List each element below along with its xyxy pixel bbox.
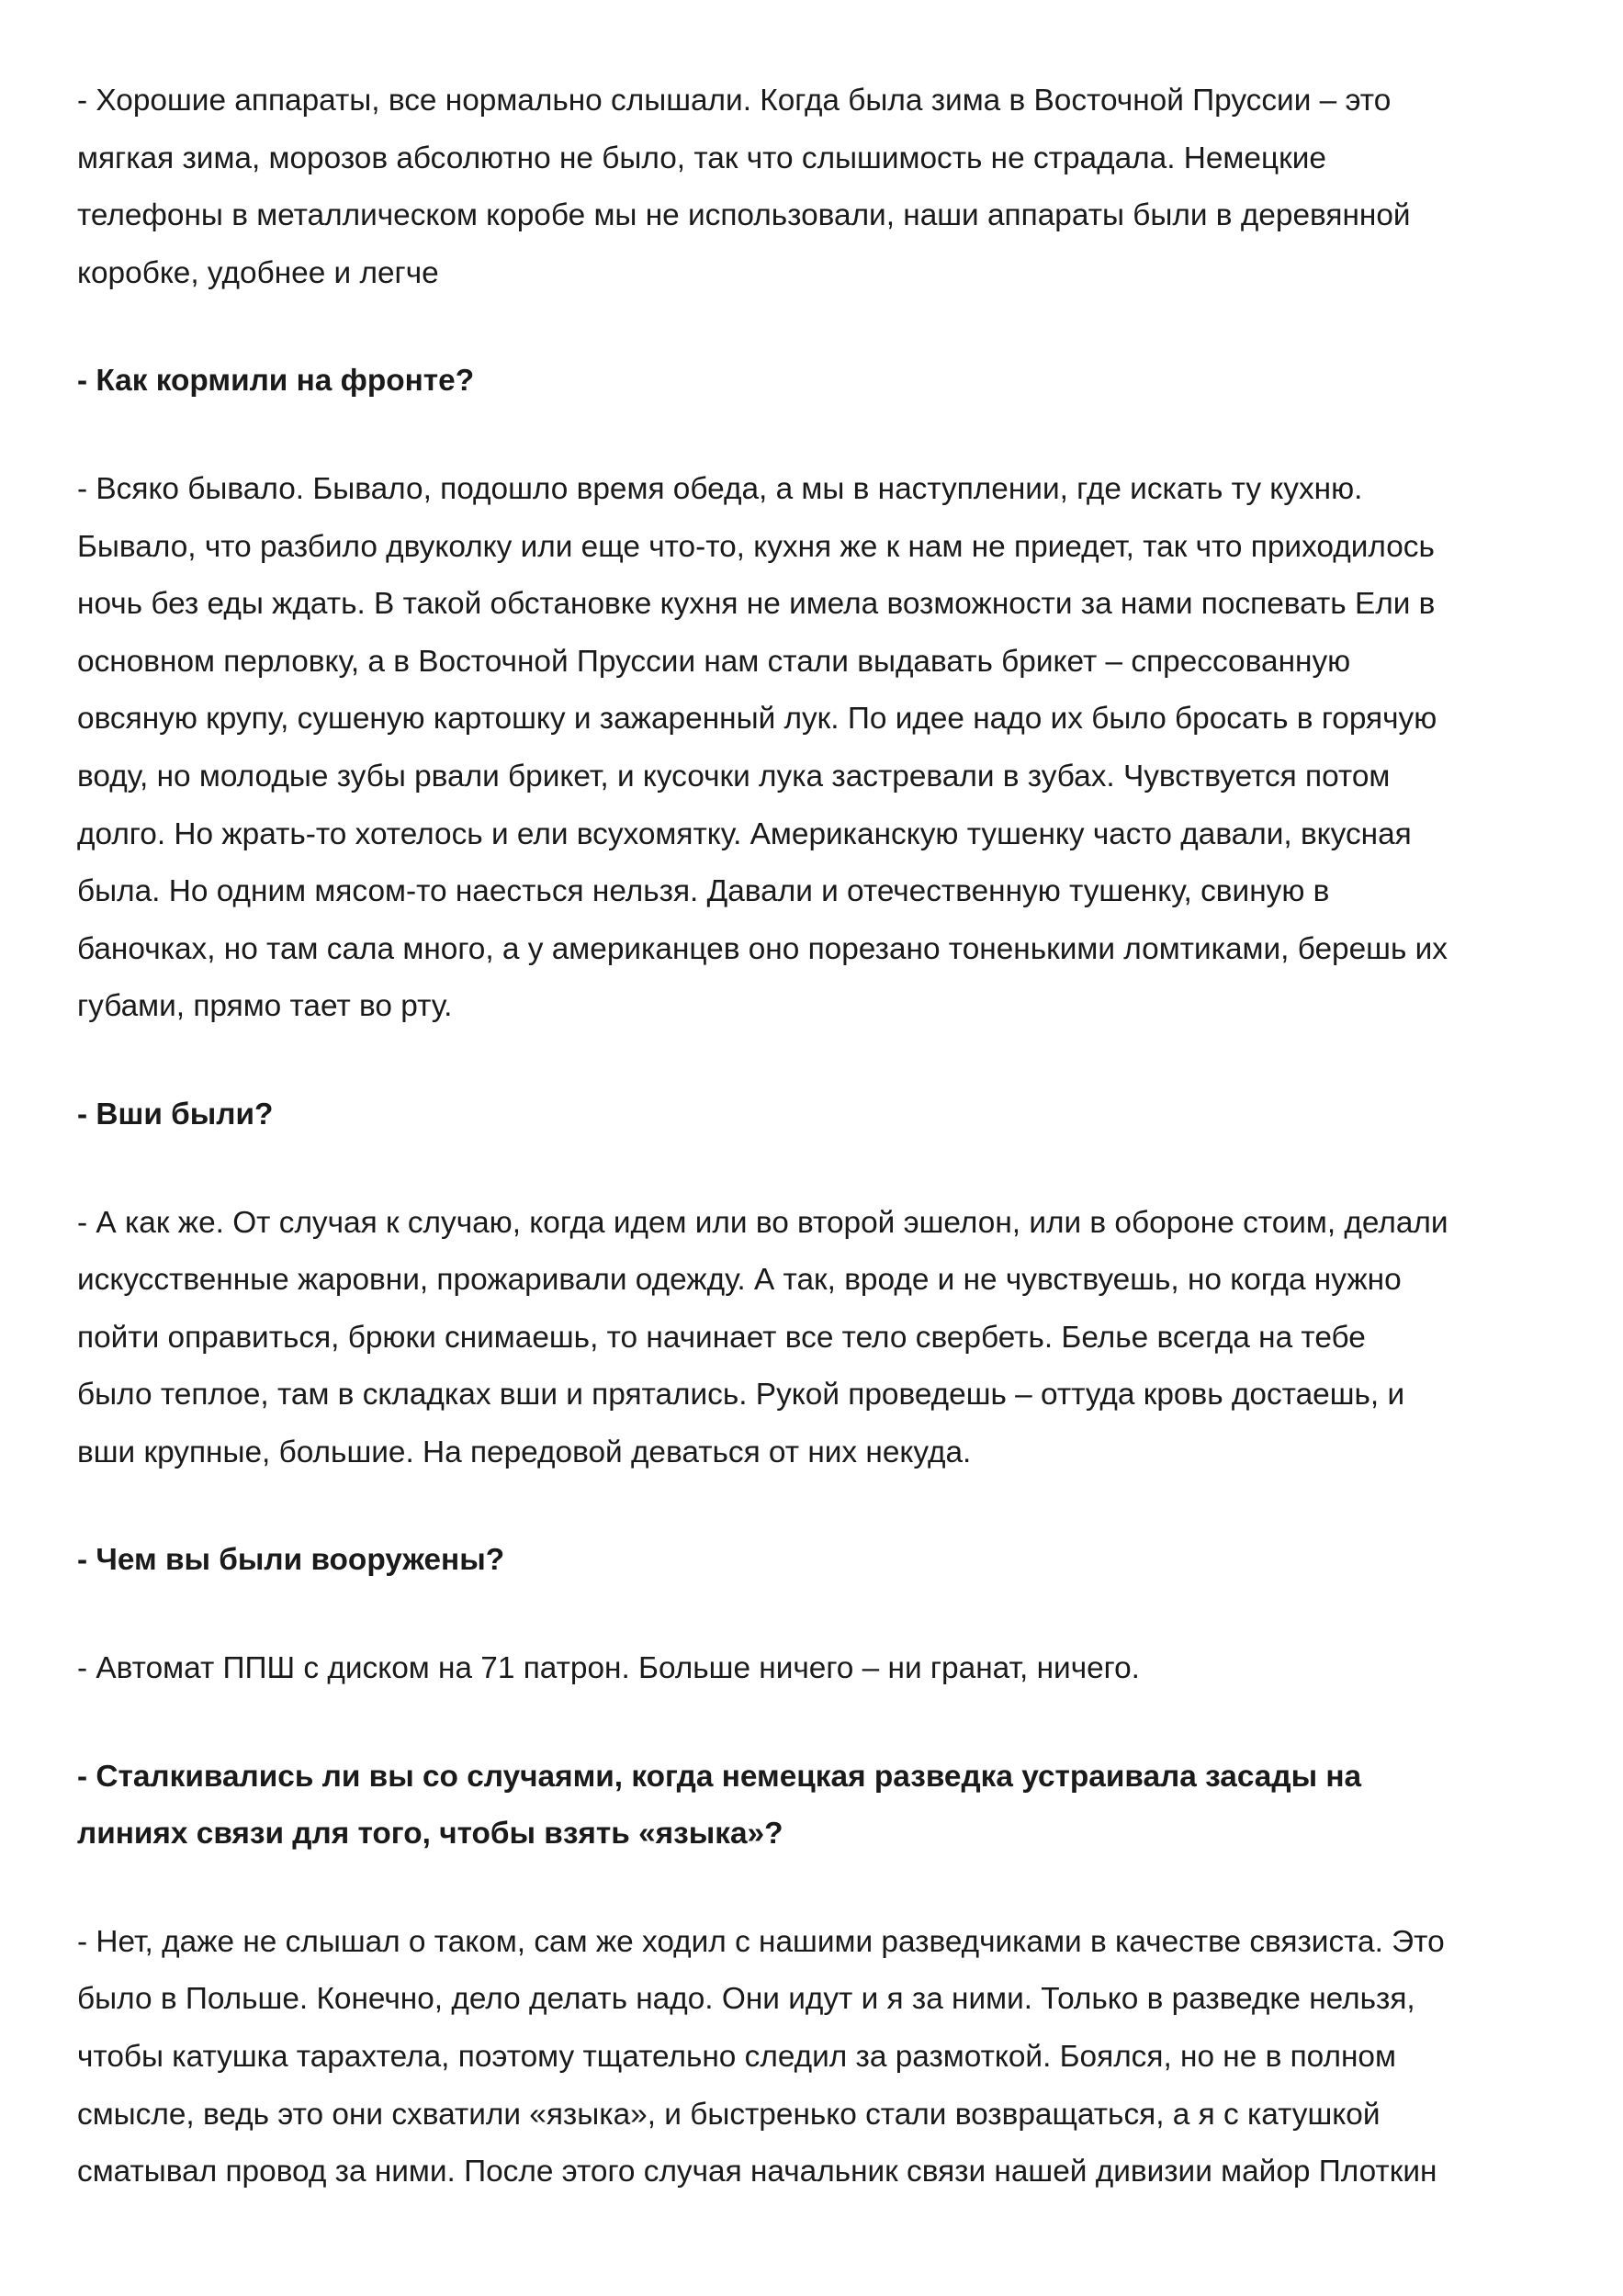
paragraph-spacer bbox=[77, 1698, 1550, 1749]
answer-paragraph bbox=[77, 1640, 1550, 1698]
text-line: - А как же. От случая к случаю, когда идем или во второй эшелон, или в обороне стоим, делали bbox=[77, 1205, 1448, 1240]
text-line: была. Но одним мясом-то наесться нельзя. Давали и отечественную тушенку, свиную в bbox=[77, 874, 1330, 909]
text-line: губами, прямо тает во рту. bbox=[77, 989, 453, 1024]
text-line: вши крупные, большие. На передовой деваться от них некуда. bbox=[77, 1435, 972, 1469]
text-line: - Нет, даже не слышал о таком, сам же ходил с нашими разведчиками в качестве связиста. Это bbox=[77, 1924, 1445, 1959]
paragraph-spacer bbox=[77, 302, 1550, 353]
text-line: основном перловку, а в Восточной Пруссии нам стали выдавать брикет – спрессованную bbox=[77, 644, 1351, 679]
text-line: чтобы катушка тарахтела, поэтому тщательно следил за размоткой. Боялся, но не в полном bbox=[77, 2040, 1396, 2075]
text-line: Бывало, что разбило двуколку или еще что-то, кухня же к нам не приедет, так что приходилось bbox=[77, 529, 1435, 564]
paragraph-spacer bbox=[77, 1481, 1550, 1532]
question-paragraph bbox=[77, 1086, 1550, 1144]
text-line: было в Польше. Конечно, дело делать надо. Они идут и я за ними. Только в разведке нельзя, bbox=[77, 1982, 1415, 2017]
text-line: - Хорошие аппараты, все нормально слышали. Когда была зима в Восточной Пруссии – это bbox=[77, 84, 1392, 118]
question-paragraph bbox=[77, 1532, 1550, 1590]
paragraph-spacer bbox=[77, 1036, 1550, 1086]
question-paragraph bbox=[77, 353, 1550, 411]
text-line: коробке, удобнее и легче bbox=[77, 255, 439, 290]
text-line: смысле, ведь это они схватили «языка», и быстренько стали возвращаться, а я с катушкой bbox=[77, 2097, 1381, 2132]
text-line: - Как кормили на фронте? bbox=[77, 364, 475, 399]
text-line: долго. Но жрать-то хотелось и ели всухомятку. Американскую тушенку часто давали, вкусная bbox=[77, 816, 1412, 851]
text-line: ночь без еды ждать. В такой обстановке кухня не имела возможности за нами поспевать Ели в bbox=[77, 587, 1436, 622]
text-line: пойти оправиться, брюки снимаешь, то начинает все тело свербеть. Белье всегда на тебе bbox=[77, 1320, 1366, 1355]
text-line: линиях связи для того, чтобы взять «языка»? bbox=[77, 1817, 783, 1851]
text-line: было теплое, там в складках вши и прятались. Рукой проведешь – оттуда кровь достаешь, и bbox=[77, 1378, 1405, 1412]
text-line: баночках, но там сала много, а у американцев оно порезано тоненькими ломтиками, берешь их bbox=[77, 931, 1448, 966]
answer-paragraph bbox=[77, 73, 1550, 302]
text-line: мягкая зима, морозов абсолютно не было, так что слышимость не страдала. Немецкие bbox=[77, 141, 1326, 175]
text-line: воду, но молодые зубы рвали брикет, и кусочки лука застревали в зубах. Чувствуется потом bbox=[77, 759, 1391, 793]
paragraph-spacer bbox=[77, 1590, 1550, 1640]
text-line: сматывал провод за ними. После этого случая начальник связи нашей дивизии майор Плоткин bbox=[77, 2155, 1437, 2189]
text-line: - Автомат ППШ с диском на 71 патрон. Больше ничего – ни гранат, ничего. bbox=[77, 1651, 1140, 1686]
text-line: телефоны в металлическом коробе мы не использовали, наши аппараты были в деревянной bbox=[77, 198, 1411, 233]
text-line: овсяную крупу, сушеную картошку и зажаренный лук. По идее надо их было бросать в горячую bbox=[77, 702, 1437, 737]
answer-paragraph bbox=[77, 461, 1550, 1036]
text-line: - Сталкивались ли вы со случаями, когда немецкая разведка устраивала засады на bbox=[77, 1759, 1362, 1794]
text-line: - Вши были? bbox=[77, 1097, 274, 1131]
answer-paragraph bbox=[77, 1195, 1550, 1482]
text-line: - Чем вы были вооружены? bbox=[77, 1543, 505, 1578]
question-paragraph bbox=[77, 1749, 1550, 1863]
text-line: искусственные жаровни, прожаривали одежду. А так, вроде и не чувствуешь, но когда нужно bbox=[77, 1263, 1402, 1298]
paragraph-spacer bbox=[77, 1863, 1550, 1914]
answer-paragraph bbox=[77, 1914, 1550, 2201]
paragraph-spacer bbox=[77, 1144, 1550, 1195]
paragraph-spacer bbox=[77, 411, 1550, 461]
text-line: - Всяко бывало. Бывало, подошло время обеда, а мы в наступлении, где искать ту кухню. bbox=[77, 471, 1363, 506]
